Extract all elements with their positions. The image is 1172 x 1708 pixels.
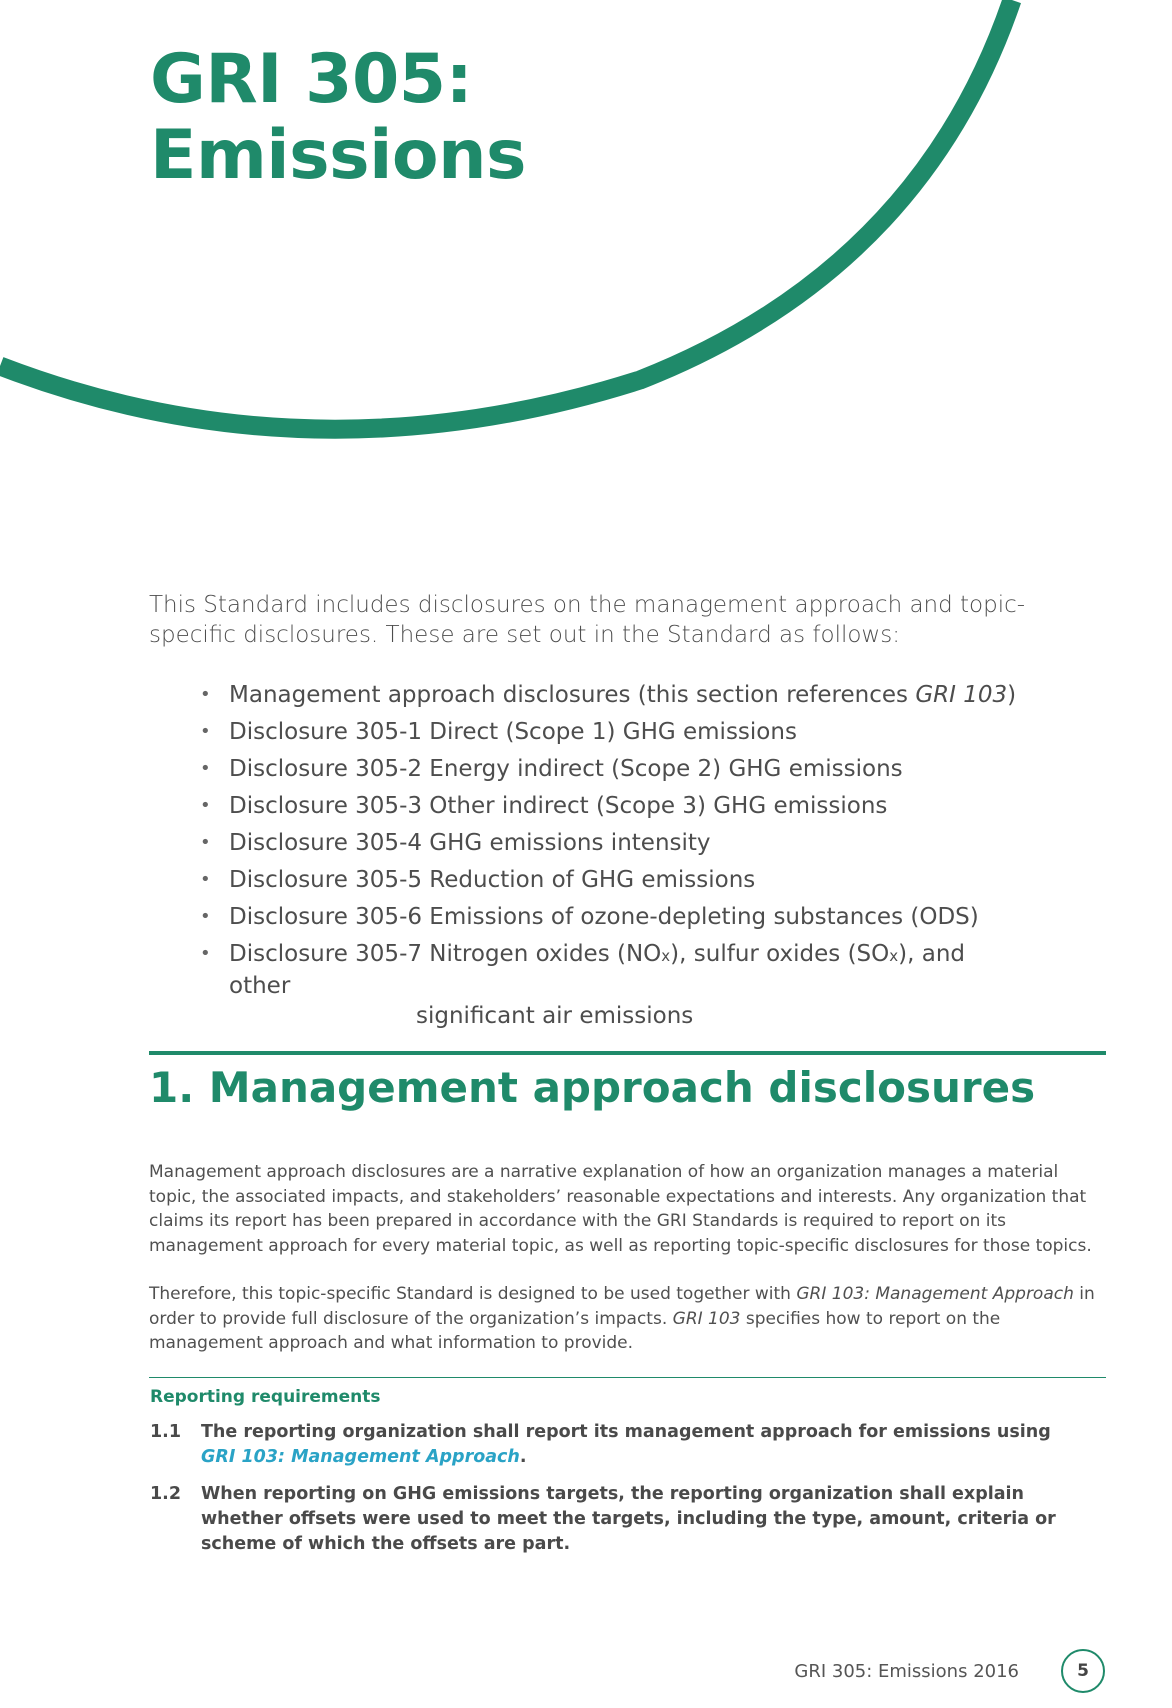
- requirements-divider: [149, 1377, 1106, 1378]
- disclosure-list: [200, 680, 1020, 1038]
- list-item: • Disclosure 305-6 Emissions of ozone-depleting substances (ODS): [200, 902, 1020, 932]
- list-item: • Disclosure 305-3 Other indirect (Scope 3) GHG emissions: [200, 791, 1020, 821]
- intro-paragraph: This Standard includes disclosures on the management approach and topic-specific disclosures. These are set out in the Standard as follows:: [149, 592, 1026, 648]
- requirement-text: The reporting organization shall report its management approach for emissions using GRI 103: Management Approach.: [201, 1422, 1051, 1467]
- section-divider: [149, 1051, 1106, 1055]
- title-line-2: Emissions: [150, 116, 526, 195]
- title-line-1: GRI 305:: [150, 40, 473, 119]
- requirement-number: 1.2: [150, 1484, 182, 1504]
- requirements-heading: Reporting requirements: [150, 1387, 381, 1407]
- requirement-item: [150, 1420, 1080, 1470]
- requirement-item: [150, 1482, 1080, 1557]
- section-heading: 1. Management approach disclosures: [149, 1063, 1036, 1112]
- gri-103-link[interactable]: GRI 103: Management Approach: [201, 1447, 520, 1467]
- requirement-text: When reporting on GHG emissions targets, the reporting organization shall explain whether offsets were used to meet the targets, including the type, amount, criteria or scheme of which the offsets are part.: [201, 1484, 1056, 1554]
- body-paragraph-2: Therefore, this topic-specific Standard is designed to be used together with GRI 103: Management Approach in order to provide full disclosure of the organization’s impacts. GRI 103 specifies how to report on the management approach and what information to provide.: [149, 1284, 1095, 1353]
- footer-label: GRI 305: Emissions 2016: [794, 1661, 1019, 1682]
- list-item: • Management approach disclosures (this section references GRI 103): [200, 680, 1020, 710]
- list-item: • Disclosure 305-4 GHG emissions intensity: [200, 828, 1020, 858]
- list-item: • Disclosure 305-1 Direct (Scope 1) GHG emissions: [200, 717, 1020, 747]
- page-title: [150, 42, 526, 194]
- list-item: • Disclosure 305-5 Reduction of GHG emissions: [200, 865, 1020, 895]
- list-item: • Disclosure 305-7 Nitrogen oxides (NOx), sulfur oxides (SOx), and other significant air emissions: [200, 939, 1020, 1031]
- list-item: • Disclosure 305-2 Energy indirect (Scope 2) GHG emissions: [200, 754, 1020, 784]
- page-number: 5: [1061, 1649, 1105, 1693]
- requirement-number: 1.1: [150, 1422, 182, 1442]
- body-paragraph-1: Management approach disclosures are a narrative explanation of how an organization manages a material topic, the associated impacts, and stakeholders’ reasonable expectations and interests. Any organization that claims its report has been prepared in accordance with the GRI Standards is required to report on its management approach for every material topic, as well as reporting topic-specific disclosures for those topics.: [149, 1162, 1092, 1256]
